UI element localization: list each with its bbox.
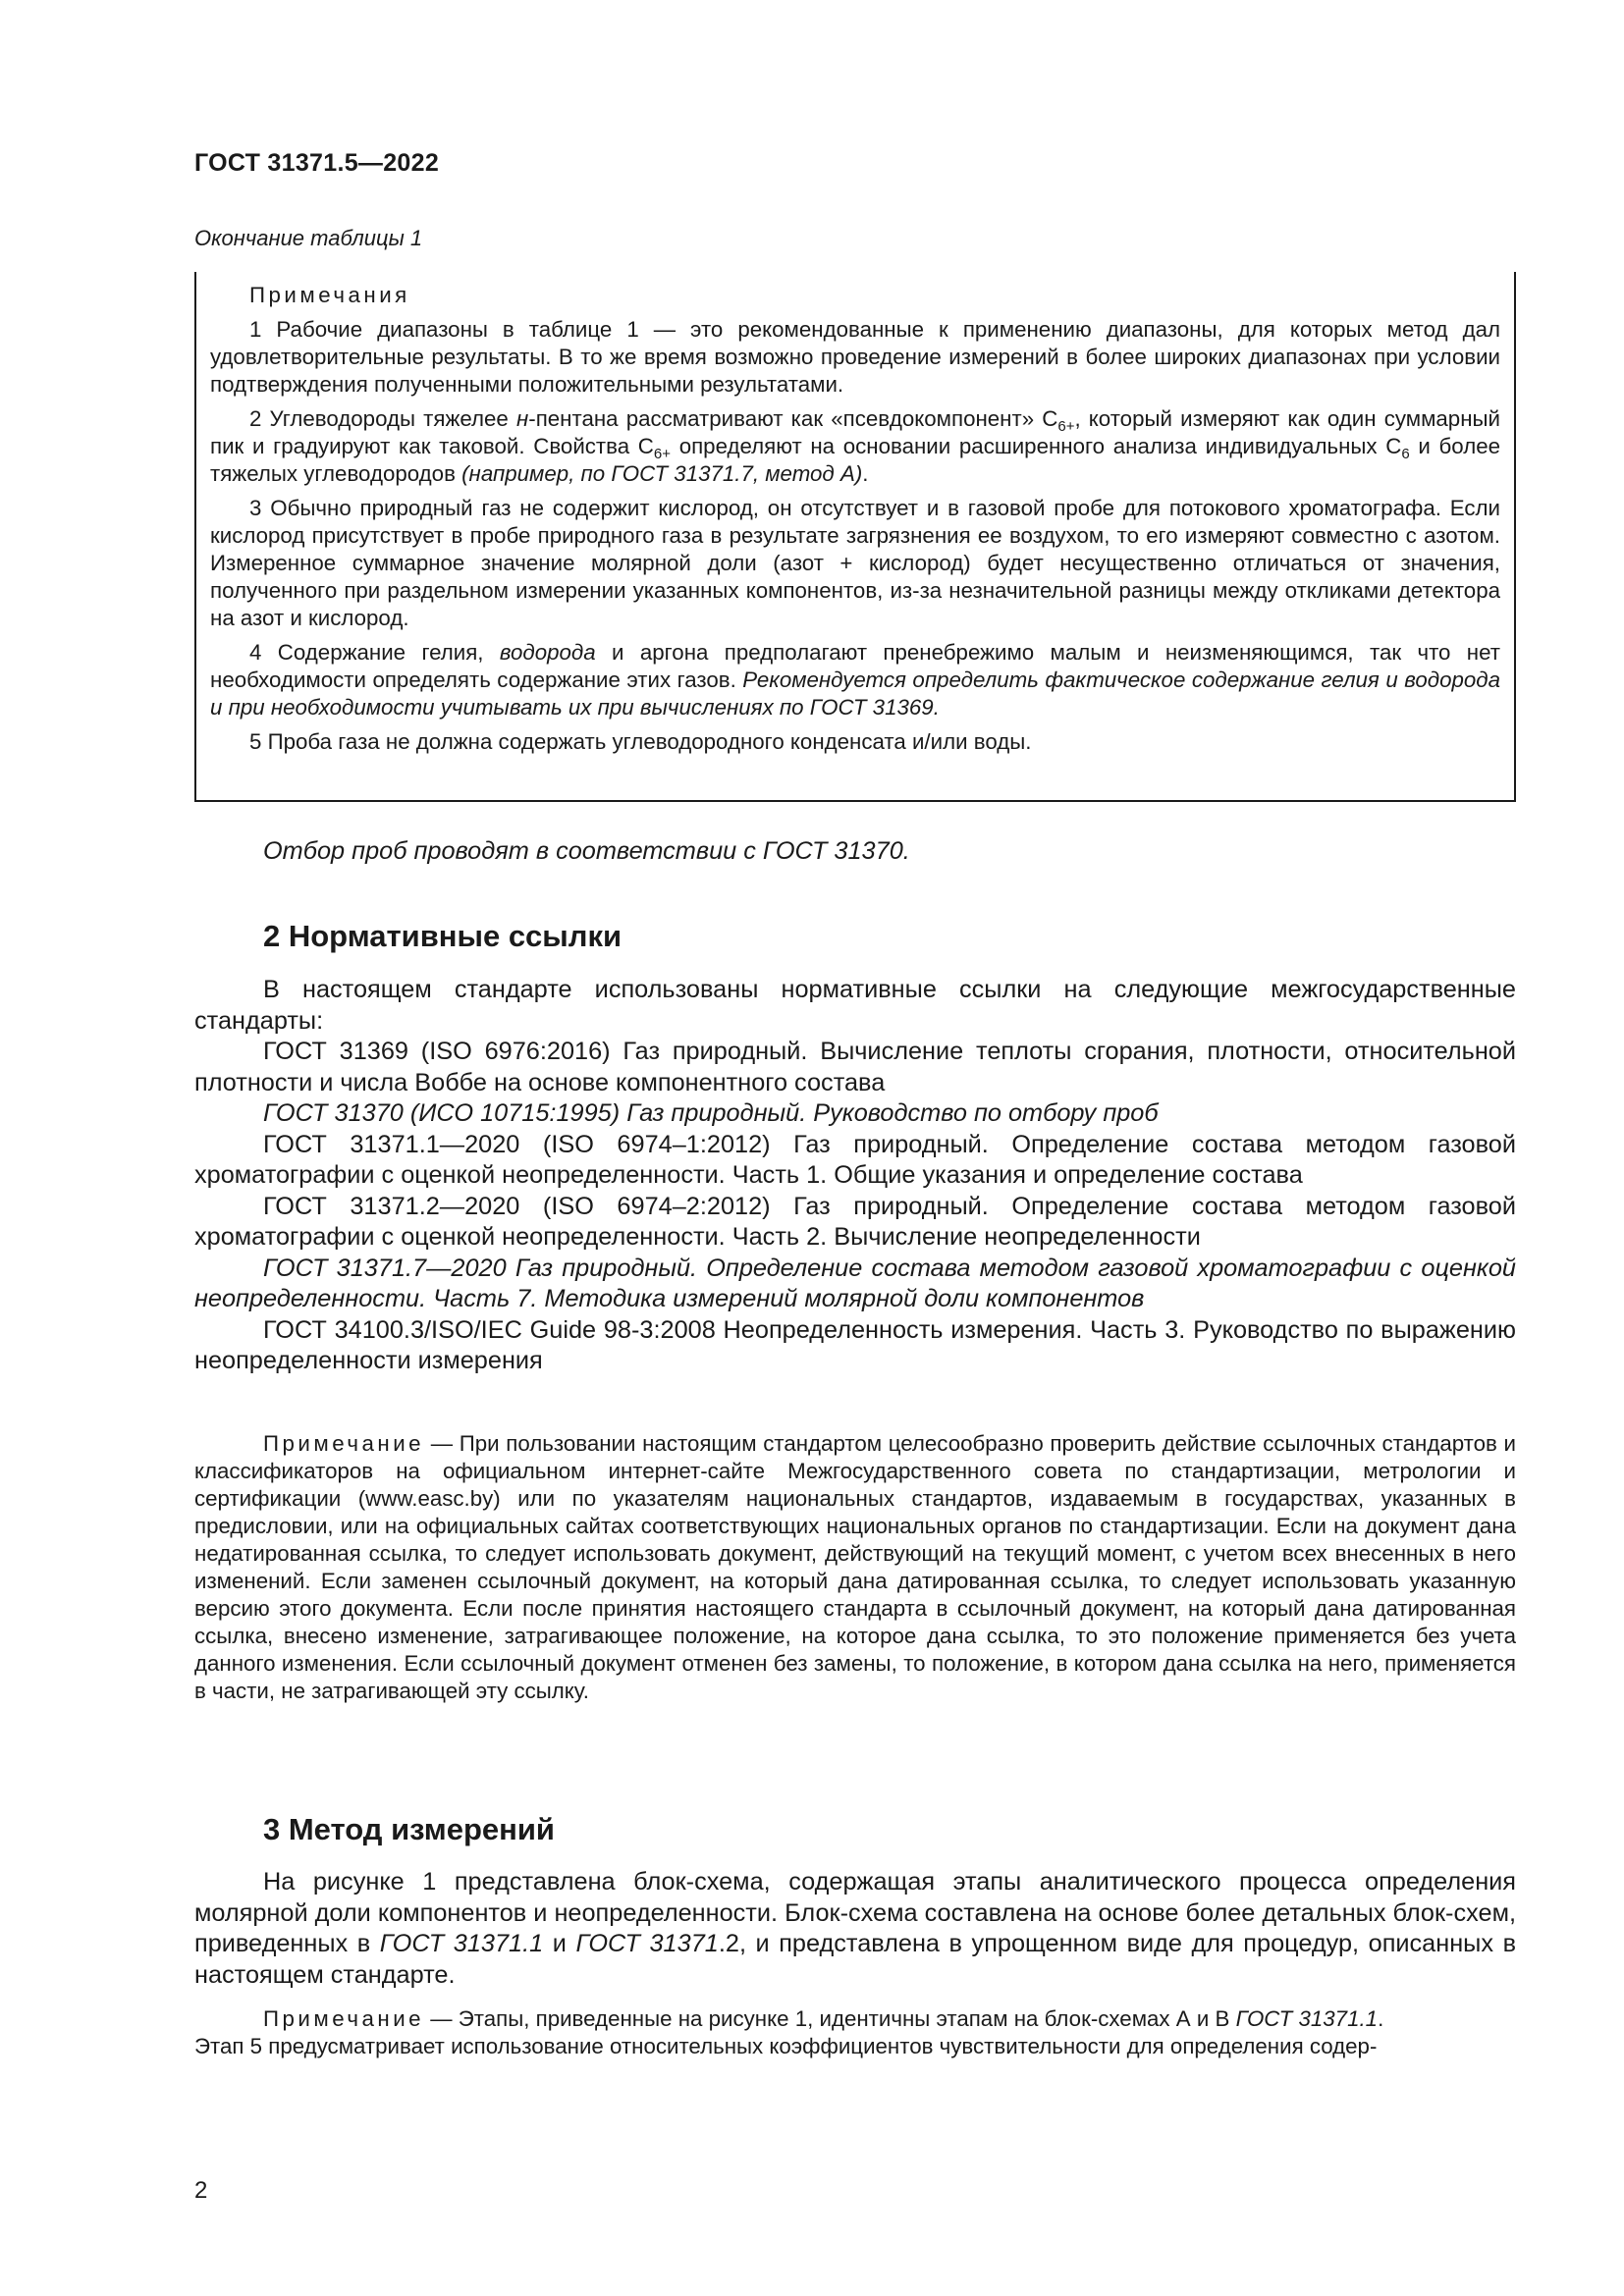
section-3-heading: 3 Метод измерений (263, 1812, 555, 1846)
page-number: 2 (194, 2177, 208, 2204)
table-continuation-caption: Окончание таблицы 1 (194, 226, 423, 250)
reference-item: ГОСТ 34100.3/ISO/IEC Guide 98-3:2008 Неопределенность измерения. Часть 3. Руководство по выражению неопределенности измерения (194, 1315, 1516, 1374)
section-2-intro: В настоящем стандарте использованы нормативные ссылки на следующие межгосударственные стандарты: (194, 976, 1516, 1035)
document-code-header: ГОСТ 31371.5—2022 (194, 149, 440, 177)
reference-item: ГОСТ 31371.7—2020 Газ природный. Определение состава методом газовой хроматографии с оценкой неопределенности. Часть 7. Методика измерений молярной доли компонентов (194, 1254, 1516, 1312)
section-2-note (194, 1430, 1516, 1705)
reference-item: ГОСТ 31371.2—2020 (ISO 6974–2:2012) Газ природный. Определение состава методом газовой хроматографии с оценкой неопределенности. Часть 2. Вычисление неопределенности (194, 1192, 1516, 1251)
sampling-statement: Отбор проб проводят в соответствии с ГОСТ 31370. (263, 837, 910, 865)
section-3-note: Примечание — Этапы, приведенные на рисунке 1, идентичны этапам на блок-схемах А и В ГОСТ 31371.1. Этап 5 предусматривает использование относительных коэффициентов чувствительности для определения содер- (194, 2006, 1384, 2058)
notes-title: Примечания (249, 283, 410, 307)
note-4: 4 Содержание гелия, водорода и аргона предполагают пренебрежимо малым и неизменяющимся, так что нет необходимости определять содержание этих газов. Рекомендуется определить фактическое содержание гелия и водорода и при необходимости учитывать их при вычислениях по ГОСТ 31369. (210, 640, 1501, 720)
note-2: 2 Углеводороды тяжелее н-пентана рассматривают как «псевдокомпонент» $С_{6+}$, который измеряют как один суммарный пик и градуируют как таковой. Свойства $С_{6+}$ определяют на основании расширенного анализа индивидуальных $С_6$ и более тяжелых углеводородов (например, по ГОСТ 31371.7, метод А). (210, 406, 1501, 486)
section-2-body (194, 975, 1516, 1377)
reference-item: ГОСТ 31371.1—2020 (ISO 6974–1:2012) Газ природный. Определение состава методом газовой хроматографии с оценкой неопределенности. Часть 1. Общие указания и определение состава (194, 1130, 1516, 1189)
note-5: 5 Проба газа не должна содержать углеводородного конденсата и/или воды. (249, 729, 1032, 754)
note-text: — При пользовании настоящим стандартом целесообразно проверить действие ссылочных стандартов и классификаторов на официальном интернет-сайте Межгосударственного совета по стандартизации, метрологии и сертификации (www.easc.by) или по указателям национальных стандартов, издаваемым в государствах, указанных в предисловии, или на официальных сайтах соответствующих национальных органов по стандартизации. Если на документ дана недатированная ссылка, то следует использовать документ, действующий на текущий момент, с учетом всех внесенных в него изменений. Если заменен ссылочный документ, на который дана датированная ссылка, то следует использовать указанную версию этого документа. Если после принятия настоящего стандарта в ссылочный документ, на который дана датированная ссылка, внесено изменение, затрагивающее положение, на которое дана ссылка, то это положение применяется без учета данного изменения. Если ссылочный документ отменен без замены, то положение, в котором дана ссылка на него, применяется в части, не затрагивающей эту ссылку. (194, 1431, 1516, 1703)
table-notes-box (194, 272, 1516, 802)
note-3: 3 Обычно природный газ не содержит кислород, он отсутствует и в газовой пробе для потокового хроматографа. Если кислород присутствует в пробе природного газа в результате загрязнения ее воздухом, то его измеряют совместно с азотом. Измеренное суммарное значение молярной доли (азот + кислород) будет несущественно отличаться от значения, полученного при раздельном измерении указанных компонентов, из-за незначительной разницы между откликами детектора на азот и кислород. (210, 496, 1500, 630)
section-2-heading: 2 Нормативные ссылки (263, 919, 623, 953)
reference-item: ГОСТ 31369 (ISO 6976:2016) Газ природный. Вычисление теплоты сгорания, плотности, относительной плотности и числа Воббе на основе компонентного состава (194, 1038, 1516, 1096)
section-3-body: На рисунке 1 представлена блок-схема, содержащая этапы аналитического процесса определения молярной доли компонентов и неопределенности. Блок-схема составлена на основе более детальных блок-схем, приведенных в ГОСТ 31371.1 и ГОСТ 31371.2, и представлена в упрощенном виде для процедур, описанных в настоящем стандарте. (194, 1868, 1517, 1989)
note-label: Примечание (263, 1431, 425, 1456)
note-1: 1 Рабочие диапазоны в таблице 1 — это рекомендованные к применению диапазоны, для которых метод дал удовлетворительные результаты. В то же время возможно проведение измерений в более широких диапазонах при условии подтверждения полученными положительными результатами. (210, 317, 1500, 397)
reference-item: ГОСТ 31370 (ИСО 10715:1995) Газ природный. Руководство по отбору проб (263, 1099, 1159, 1127)
notes-list (196, 272, 1514, 763)
